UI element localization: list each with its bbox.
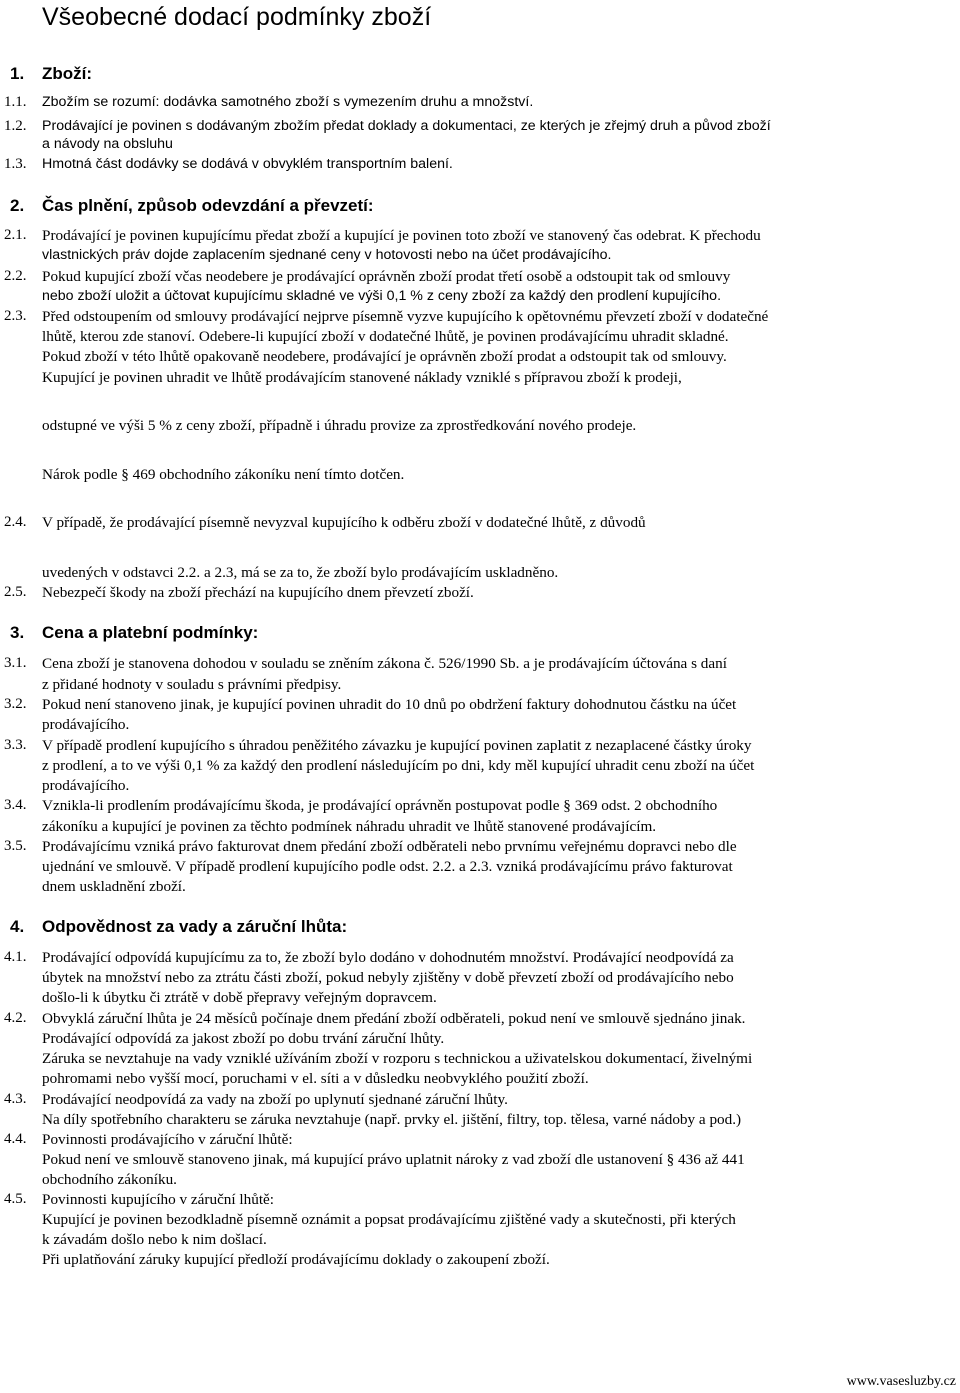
- item-number: 2.3.: [4, 308, 27, 324]
- item-number: 1.1.: [4, 94, 27, 110]
- item-line: prodávajícího.: [42, 716, 130, 733]
- item-line: Před odstoupením od smlouvy prodávající nejprve písemně vyzve kupujícího k opětovnému převzetí zboží v dodatečné: [42, 308, 769, 325]
- item-number: 4.3.: [4, 1091, 27, 1107]
- item-number: 2.1.: [4, 227, 27, 243]
- item-line: z prodlení, a to ve výši 0,1 % za každý den prodlení následujícím po dni, kdy měl kupující uhradit cenu zboží na účet: [42, 757, 755, 774]
- item-line: došlo-li k úbytku či ztrátě v době přepravy veřejným dopravcem.: [42, 989, 437, 1006]
- item-line: a návody na obsluhu: [42, 136, 173, 152]
- document-title: Všeobecné dodací podmínky zboží: [42, 3, 432, 31]
- item-line: Na díly spotřebního charakteru se záruka nevztahuje (např. prvky el. jištění, filtry, top. tělesa, varné nádoby a pod.): [42, 1111, 742, 1128]
- item-line: ujednání ve smlouvě. V případě prodlení kupujícího podle odst. 2.2. a 2.3. vzniká prodávajícímu právo fakturovat: [42, 858, 733, 875]
- section-heading-2: [10, 196, 374, 216]
- item-line: Prodávající odpovídá za jakost zboží po dobu trvání záruční lhůty.: [42, 1030, 445, 1047]
- item-line: Kupující je povinen uhradit ve lhůtě prodávajícím stanovené náklady vzniklé s přípravou zboží k prodeji,: [42, 369, 682, 386]
- section-title: Cena a platební podmínky:: [42, 623, 259, 642]
- item-number: 1.2.: [4, 118, 27, 134]
- item-number: 1.3.: [4, 156, 27, 172]
- item-number: 3.1.: [4, 655, 27, 671]
- item-line: Při uplatňování záruky kupující předloží prodávajícímu doklady o zakoupení zboží.: [42, 1251, 550, 1268]
- section-number: 2.: [10, 196, 25, 215]
- item-number: 3.4.: [4, 797, 27, 813]
- item-number: 3.3.: [4, 737, 27, 753]
- item-line: V případě prodlení kupujícího s úhradou peněžitého závazku je kupující povinen zaplatit z nezaplacené částky úroky: [42, 737, 752, 754]
- item-number: 3.2.: [4, 696, 27, 712]
- item-line: nebo zboží uložit a účtovat kupujícímu skladné ve výši 0,1 % z ceny zboží za každý den prodlení kupujícího.: [42, 288, 722, 304]
- item-line: Nárok podle § 469 obchodního zákoníku není tímto dotčen.: [42, 466, 405, 483]
- item-line: úbytek na množství nebo za ztrátu části zboží, pokud nebyly zjištěny v době převzetí zboží od prodávajícího nebo: [42, 969, 734, 986]
- item-line: V případě, že prodávající písemně nevyzval kupujícího k odběru zboží v dodatečné lhůtě, z důvodů: [42, 514, 646, 531]
- item-line: odstupné ve výši 5 % z ceny zboží, případně i úhradu provize za zprostředkování nového prodeje.: [42, 417, 637, 434]
- item-number: 3.5.: [4, 838, 27, 854]
- item-number: 2.5.: [4, 584, 27, 600]
- section-title: Čas plnění, způsob odevzdání a převzetí:: [42, 196, 374, 215]
- section-title: Zboží:: [42, 64, 93, 83]
- item-line: uvedených v odstavci 2.2. a 2.3, má se za to, že zboží bylo prodávajícím uskladněno.: [42, 564, 559, 581]
- item-line: vlastnických práv dojde zaplacením sjednané ceny v hotovosti nebo na účet prodávajícího.: [42, 247, 612, 263]
- item-line: Povinnosti prodávajícího v záruční lhůtě:: [42, 1131, 293, 1148]
- item-line: Kupující je povinen bezodkladně písemně oznámit a popsat prodávajícímu zjištěné vady a skutečnosti, při kterých: [42, 1211, 736, 1228]
- item-line: Prodávající je povinen kupujícímu předat zboží a kupující je povinen toto zboží ve stanovený čas odebrat. K přechodu: [42, 227, 761, 244]
- item-line: Záruka se nevztahuje na vady vzniklé užíváním zboží v rozporu s technickou a uživatelskou dokumentací, živelnými: [42, 1050, 753, 1067]
- item-number: 4.5.: [4, 1191, 27, 1207]
- section-heading-3: [10, 623, 258, 643]
- item-number: 4.2.: [4, 1010, 27, 1026]
- item-line: Pokud není stanoveno jinak, je kupující povinen uhradit do 10 dnů po obdržení faktury dohodnutou částku na účet: [42, 696, 737, 713]
- item-line: Cena zboží je stanovena dohodou v souladu se zněním zákona č. 526/1990 Sb. a je prodávajícím účtována s daní: [42, 655, 727, 672]
- item-line: lhůtě, kterou zde stanoví. Odebere-li kupující zboží v dodatečné lhůtě, je povinen prodávajícímu uhradit skladné.: [42, 328, 729, 345]
- item-line: Prodávající odpovídá kupujícímu za to, že zboží bylo dodáno v dohodnutém množství. Prodávající neodpovídá za: [42, 949, 734, 966]
- section-number: 1.: [10, 64, 25, 83]
- item-number: 4.4.: [4, 1131, 27, 1147]
- item-line: Prodávající neodpovídá za vady na zboží po uplynutí sjednané záruční lhůty.: [42, 1091, 508, 1108]
- item-line: Zbožím se rozumí: dodávka samotného zboží s vymezením druhu a množství.: [42, 94, 534, 110]
- section-number: 4.: [10, 917, 25, 936]
- item-line: obchodního zákoníku.: [42, 1171, 177, 1188]
- item-number: 4.1.: [4, 949, 27, 965]
- section-heading-4: [10, 917, 347, 937]
- item-line: pohromami nebo vyšší mocí, poruchami v el. síti a v důsledku neobvyklého použití zboží.: [42, 1070, 589, 1087]
- item-line: dnem uskladnění zboží.: [42, 878, 186, 895]
- item-line: Prodávající je povinen s dodávaným zbožím předat doklady a dokumentaci, ze kterých je zřejmý druh a původ zboží: [42, 118, 771, 134]
- section-title: Odpovědnost za vady a záruční lhůta:: [42, 917, 348, 936]
- item-line: z přidané hodnoty v souladu s právními předpisy.: [42, 676, 342, 693]
- item-line: prodávajícího.: [42, 777, 130, 794]
- item-line: Prodávajícímu vzniká právo fakturovat dnem předání zboží odběrateli nebo prvnímu veřejnému dopravci nebo dle: [42, 838, 737, 855]
- item-line: k závadám došlo nebo k nim došlací.: [42, 1231, 267, 1248]
- item-line: zákoníku a kupující je povinen za těchto podmínek náhradu uhradit ve lhůtě stanovené prodávajícím.: [42, 818, 657, 835]
- item-line: Pokud kupující zboží včas neodebere je prodávající oprávněn zboží prodat třetí osobě a odstoupit tak od smlouvy: [42, 268, 731, 285]
- item-number: 2.4.: [4, 514, 27, 530]
- item-number: 2.2.: [4, 268, 27, 284]
- item-line: Obvyklá záruční lhůta je 24 měsíců počínaje dnem předání zboží odběrateli, pokud není ve smlouvě sjednáno jinak.: [42, 1010, 746, 1027]
- section-heading-1: [10, 64, 92, 84]
- item-line: Pokud zboží v této lhůtě opakovaně neodebere, prodávající je oprávněn zboží prodat a odstoupit tak od smlouvy.: [42, 348, 727, 365]
- section-number: 3.: [10, 623, 25, 642]
- item-line: Pokud není ve smlouvě stanoveno jinak, má kupující právo uplatnit nároky z vad zboží dle ustanovení § 436 až 441: [42, 1151, 745, 1168]
- item-line: Nebezpečí škody na zboží přechází na kupujícího dnem převzetí zboží.: [42, 584, 474, 601]
- item-line: Hmotná část dodávky se dodává v obvyklém transportním balení.: [42, 156, 453, 172]
- item-line: Vznikla-li prodlením prodávajícímu škoda, je prodávající oprávněn postupovat podle § 369 odst. 2 obchodního: [42, 797, 718, 814]
- footer-url: www.vasesluzby.cz: [846, 1374, 956, 1389]
- item-line: Povinnosti kupujícího v záruční lhůtě:: [42, 1191, 275, 1208]
